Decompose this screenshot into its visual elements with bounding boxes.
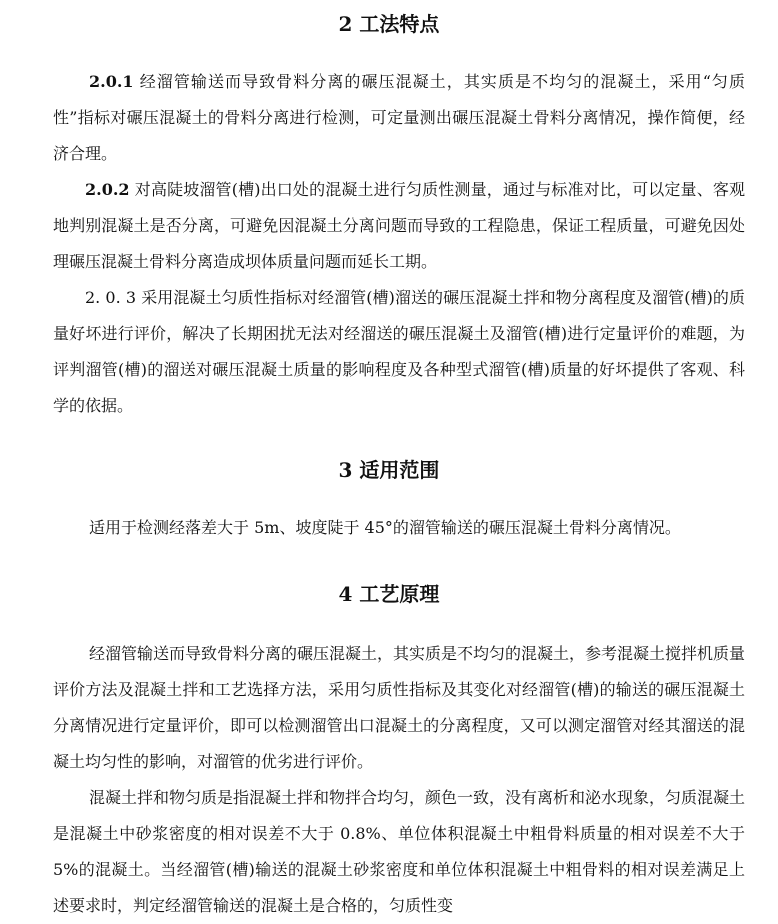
clause-number: 2. 0. 3 (85, 288, 137, 307)
paragraph-2-0-3 (53, 280, 745, 424)
paragraph-2-0-1 (53, 64, 745, 172)
section-title-2: 2 工法特点 (338, 12, 440, 36)
paragraph-principle-1: 经溜管输送而导致骨料分离的碾压混凝土，其实质是不均匀的混凝土，参考混凝土搅拌机质量评价方法及混凝土拌和工艺选择方法，采用匀质性指标及其变化对经溜管(槽)的输送的碾压混凝土分离情况进行定量评价，即可以检测溜管出口混凝土的分离程度，又可以测定溜管对经其溜送的混凝土均匀性的影响，对溜管的优劣进行评价。 (53, 644, 746, 771)
clause-number: 2.0.2 (85, 180, 130, 199)
clause-text: 对高陡坡溜管(槽)出口处的混凝土进行匀质性测量，通过与标准对比，可以定量、客观地判别混凝土是否分离，可避免因混凝土分离问题而导致的工程隐患，保证工程质量，可避免因处理碾压混凝土骨料分离造成坝体质量问题而延长工期。 (53, 180, 745, 271)
clause-text: 经溜管输送而导致骨料分离的碾压混凝土，其实质是不均匀的混凝土，采用“匀质性”指标对碾压混凝土的骨料分离进行检测，可定量测出碾压混凝土骨料分离情况，操作简便，经济合理。 (53, 72, 745, 163)
paragraph-2-0-2 (53, 172, 745, 280)
section-title-4: 4 工艺原理 (338, 582, 440, 606)
clause-number: 2.0.1 (89, 72, 134, 91)
clause-text: 采用混凝土匀质性指标对经溜管(槽)溜送的碾压混凝土拌和物分离程度及溜管(槽)的质量好坏进行评价，解决了长期困扰无法对经溜送的碾压混凝土及溜管(槽)进行定量评价的难题，为评判溜管(槽)的溜送对碾压混凝土质量的影响程度及各种型式溜管(槽)质量的好坏提供了客观、科学的依据。 (53, 288, 745, 415)
paragraph-scope: 适用于检测经落差大于 5m、坡度陡于 45°的溜管输送的碾压混凝土骨料分离情况。 (89, 518, 681, 537)
paragraph-principle-2: 混凝土拌和物匀质是指混凝土拌和物拌合均匀，颜色一致，没有离析和泌水现象，匀质混凝土是混凝土中砂浆密度的相对误差不大于 0.8%、单位体积混凝土中粗骨料质量的相对误差不大于 5%的混凝土。当经溜管(槽)输送的混凝土砂浆密度和单位体积混凝土中粗骨料的相对误差满足上述要求时，判定经溜管输送的混凝土是合格的，匀质性变 (53, 788, 746, 915)
section-title-3: 3 适用范围 (338, 458, 440, 482)
